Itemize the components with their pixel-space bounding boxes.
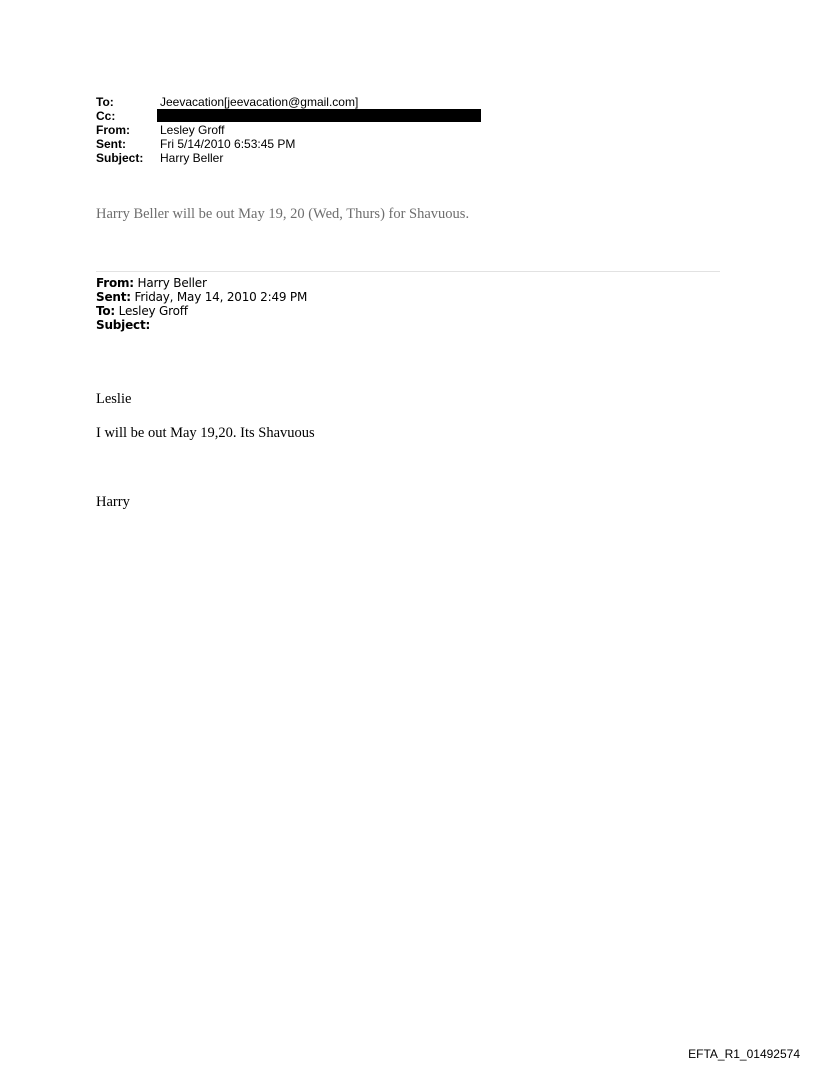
sent-row	[96, 137, 481, 151]
to-row	[96, 95, 481, 109]
fwd-from-label: From:	[96, 276, 134, 290]
fwd-subject-label: Subject:	[96, 318, 151, 332]
body-greeting: Leslie	[96, 391, 132, 407]
document-id: EFTA_R1_01492574	[688, 1047, 800, 1061]
email-header	[96, 95, 481, 165]
body-signoff: Harry	[96, 494, 130, 510]
subject-row	[96, 151, 481, 165]
fwd-sent-label: Sent:	[96, 290, 131, 304]
cc-redaction-bar	[157, 109, 481, 122]
fwd-subject-row	[96, 318, 307, 332]
intro-message: Harry Beller will be out May 19, 20 (Wed, Thurs) for Shavuous.	[96, 206, 470, 222]
message-divider	[96, 271, 720, 272]
fwd-to-label: To:	[96, 304, 116, 318]
cc-row	[96, 109, 481, 123]
from-label: From:	[96, 123, 130, 137]
fwd-from-row	[96, 276, 307, 290]
fwd-sent-row	[96, 290, 307, 304]
to-value: Jeevacation[jeevacation@gmail.com]	[160, 95, 359, 109]
sent-label: Sent:	[96, 137, 126, 151]
forwarded-header	[96, 276, 307, 332]
from-row	[96, 123, 481, 137]
fwd-from-value: Harry Beller	[137, 276, 207, 290]
subject-label: Subject:	[96, 151, 144, 165]
from-value: Lesley Groff	[160, 123, 225, 137]
sent-value: Fri 5/14/2010 6:53:45 PM	[160, 137, 296, 151]
subject-value: Harry Beller	[160, 151, 224, 165]
body-message: I will be out May 19,20. Its Shavuous	[96, 425, 315, 441]
cc-label: Cc:	[96, 109, 116, 123]
fwd-sent-value: Friday, May 14, 2010 2:49 PM	[134, 290, 308, 304]
fwd-to-value: Lesley Groff	[118, 304, 188, 318]
fwd-to-row	[96, 304, 307, 318]
to-label: To:	[96, 95, 114, 109]
